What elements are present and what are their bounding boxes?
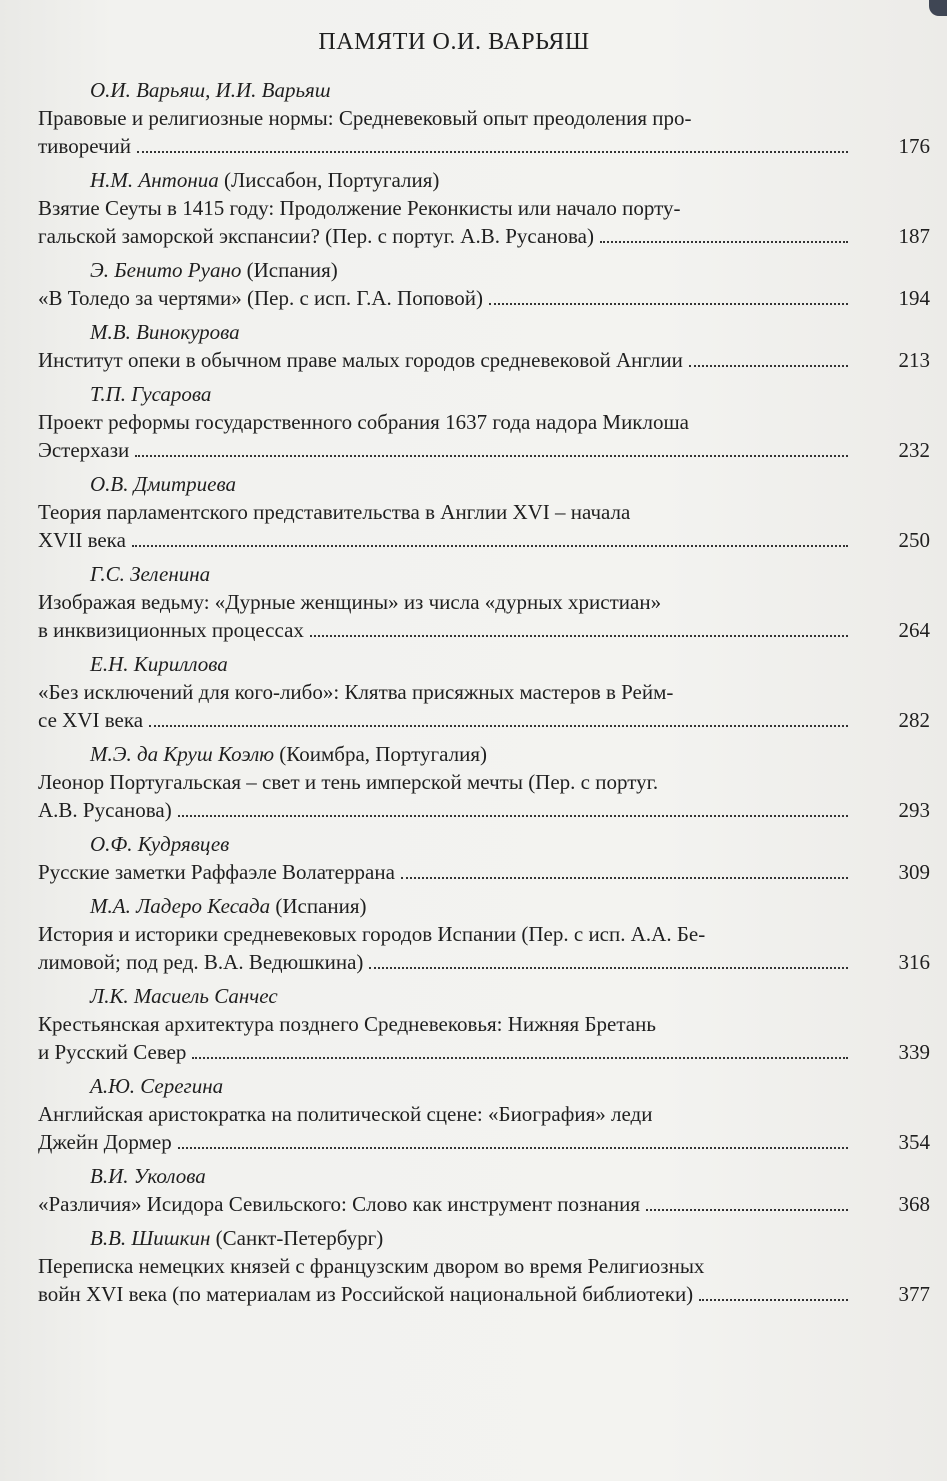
article-title [38,796,856,824]
toc-entry [38,1224,930,1308]
article-title-text: «Различия» Исидора Севильского: Слово как инструмент познания [38,1192,640,1216]
title-line [38,768,930,796]
page-number: 250 [898,528,930,552]
page-number: 354 [898,1130,930,1154]
author-name: О.И. Варьяш, И.И. Варьяш [90,78,331,102]
article-title [38,588,856,616]
toc-entry [38,380,930,464]
title-line [38,346,930,374]
article-title-text: Теория парламентского представительства в Англии XVI – начала [38,500,631,524]
dot-leader [689,365,848,367]
table-of-contents [38,26,930,1314]
article-title-text: XVII века [38,528,126,552]
page-number: 316 [898,950,930,974]
article-title [38,104,856,132]
author-line [38,1224,930,1252]
author-line [38,650,930,678]
title-line [38,1128,930,1156]
author-name: М.В. Винокурова [90,320,240,344]
dot-leader [600,241,848,243]
title-line [38,1280,930,1308]
author-line [38,166,930,194]
author-line [38,470,930,498]
page-number: 377 [898,1282,930,1306]
article-title [38,1038,856,1066]
page-number: 309 [898,860,930,884]
article-title [38,408,856,436]
article-title-text: Взятие Сеуты в 1415 году: Продолжение Реконкисты или начало порту- [38,196,681,220]
section-heading: ПАМЯТИ О.И. ВАРЬЯШ [318,29,590,55]
toc-entry [38,650,930,734]
page-number: 282 [898,708,930,732]
author-name: Л.К. Масиель Санчес [90,984,278,1008]
dot-leader [489,303,848,305]
author-line [38,892,930,920]
article-title [38,1252,856,1280]
article-title [38,1100,856,1128]
title-line [38,1010,930,1038]
article-title [38,1128,856,1156]
article-title-text: Проект реформы государственного собрания 1637 года надора Миклоша [38,410,689,434]
author-affiliation: (Лиссабон, Португалия) [218,168,440,192]
author-name: О.Ф. Кудрявцев [90,832,230,856]
article-title-text: История и историки средневековых городов Испании (Пер. с исп. А.А. Бе- [38,922,706,946]
dot-leader [149,725,848,727]
title-line [38,588,930,616]
article-title [38,222,856,250]
article-title [38,526,856,554]
page-number: 176 [898,134,930,158]
title-line [38,706,930,734]
toc-entry [38,166,930,250]
article-title-text: в инквизиционных процессах [38,618,304,642]
title-line [38,104,930,132]
article-title-text: Джейн Дормер [38,1130,172,1154]
article-title-text: Русские заметки Раффаэле Волатеррана [38,860,395,884]
page-number: 194 [898,286,930,310]
title-line [38,1252,930,1280]
dot-leader [137,151,848,153]
article-title [38,768,856,796]
dot-leader [132,545,848,547]
author-line [38,76,930,104]
article-title-text: Английская аристократка на политической сцене: «Биография» леди [38,1102,653,1126]
page-corner-mark [929,0,947,16]
article-title [38,132,856,160]
toc-entry [38,76,930,160]
article-title-text: Институт опеки в обычном праве малых городов средневековой Англии [38,348,683,372]
toc-entry [38,560,930,644]
author-name: Г.С. Зеленина [90,562,211,586]
page-number: 187 [898,224,930,248]
author-name: Е.Н. Кириллова [90,652,228,676]
article-title [38,436,856,464]
title-line [38,920,930,948]
page-number: 232 [898,438,930,462]
title-line [38,194,930,222]
dot-leader [646,1209,848,1211]
title-line [38,616,930,644]
author-line [38,740,930,768]
article-title-text: и Русский Север [38,1040,187,1064]
toc-entry [38,470,930,554]
article-title-text: се XVI века [38,708,144,732]
article-title [38,1010,856,1038]
dot-leader [310,635,848,637]
toc-entry [38,830,930,886]
title-line [38,678,930,706]
article-title-text: «В Толедо за чертями» (Пер. с исп. Г.А. Поповой) [38,286,483,310]
author-name: М.А. Ладеро Кесада [90,894,271,918]
article-title [38,920,856,948]
article-title-text: Переписка немецких князей с французским двором во время Религиозных [38,1254,705,1278]
article-title-text: гальской заморской экспансии? (Пер. с португ. А.В. Русанова) [38,224,594,248]
author-name: М.Э. да Круш Коэлю [90,742,275,766]
article-title-text: лимовой; под ред. В.А. Ведюшкина) [38,950,364,974]
title-line [38,498,930,526]
toc-entry [38,1162,930,1218]
title-line [38,526,930,554]
article-title-text: Крестьянская архитектура позднего Средневековья: Нижняя Бретань [38,1012,656,1036]
article-title-text: Эстерхази [38,438,130,462]
title-line [38,132,930,160]
article-title [38,858,856,886]
article-title-text: войн XVI века (по материалам из Российской национальной библиотеки) [38,1282,694,1306]
author-line [38,256,930,284]
toc-entry [38,1072,930,1156]
author-line [38,982,930,1010]
author-affiliation: (Испания) [270,894,367,918]
article-title-text: Леонор Португальская – свет и тень имперской мечты (Пер. с португ. [38,770,659,794]
title-line [38,222,930,250]
author-name: О.В. Дмитриева [90,472,236,496]
page-number: 264 [898,618,930,642]
toc-entry [38,982,930,1066]
author-name: Э. Бенито Руано [90,258,242,282]
article-title [38,194,856,222]
article-title [38,498,856,526]
title-line [38,1190,930,1218]
article-title [38,616,856,644]
title-line [38,408,930,436]
author-name: Т.П. Гусарова [90,382,212,406]
page-number: 368 [898,1192,930,1216]
article-title-text: А.В. Русанова) [38,798,172,822]
dot-leader [135,455,848,457]
author-name: В.В. Шишкин [90,1226,211,1250]
page-number: 339 [898,1040,930,1064]
dot-leader [369,967,848,969]
author-affiliation: (Коимбра, Португалия) [274,742,488,766]
article-title-text: тиворечий [38,134,132,158]
author-line [38,1162,930,1190]
author-name: В.И. Уколова [90,1164,206,1188]
title-line [38,1100,930,1128]
article-title [38,678,856,706]
dot-leader [401,877,848,879]
page-number: 213 [898,348,930,372]
dot-leader [178,815,848,817]
article-title [38,1280,856,1308]
page-number: 293 [898,798,930,822]
article-title-text: Изображая ведьму: «Дурные женщины» из числа «дурных христиан» [38,590,662,614]
title-line [38,796,930,824]
author-affiliation: (Испания) [241,258,338,282]
article-title [38,284,856,312]
article-title-text: «Без исключений для кого-либо»: Клятва присяжных мастеров в Рейм- [38,680,674,704]
article-title [38,706,856,734]
author-name: А.Ю. Серегина [90,1074,224,1098]
author-line [38,1072,930,1100]
author-line [38,318,930,346]
dot-leader [192,1057,848,1059]
toc-entry [38,318,930,374]
toc-entry [38,892,930,976]
toc-entry [38,256,930,312]
author-line [38,380,930,408]
author-line [38,830,930,858]
title-line [38,858,930,886]
toc-entry [38,740,930,824]
article-title [38,1190,856,1218]
dot-leader [178,1147,848,1149]
title-line [38,284,930,312]
article-title [38,948,856,976]
toc-entries [38,76,930,1308]
title-line [38,948,930,976]
article-title [38,346,856,374]
author-name: Н.М. Антониа [90,168,219,192]
title-line [38,436,930,464]
dot-leader [699,1299,848,1301]
title-line [38,1038,930,1066]
article-title-text: Правовые и религиозные нормы: Средневековый опыт преодоления про- [38,106,692,130]
author-affiliation: (Санкт-Петербург) [210,1226,384,1250]
author-line [38,560,930,588]
